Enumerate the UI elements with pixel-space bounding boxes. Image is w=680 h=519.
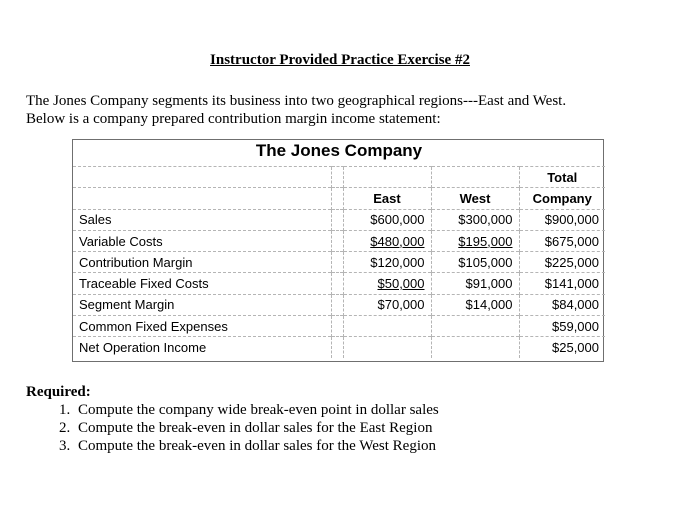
east-value: $70,000: [343, 294, 431, 315]
required-list: [26, 401, 646, 455]
row-label: Segment Margin: [73, 294, 331, 315]
row-label: Common Fixed Expenses: [73, 316, 331, 337]
header-row-1: [73, 167, 605, 188]
row-label: Variable Costs: [73, 230, 331, 251]
total-value: $84,000: [519, 294, 605, 315]
company-name: The Jones Company: [255, 141, 423, 160]
row-label: Sales: [73, 209, 331, 230]
west-value: $14,000: [431, 294, 519, 315]
row-label: Net Operation Income: [73, 337, 331, 358]
statement-table: [73, 166, 605, 358]
east-value: $120,000: [343, 252, 431, 273]
east-value: [343, 337, 431, 358]
east-value: $480,000: [370, 233, 425, 249]
header-total: Total: [519, 167, 605, 188]
header-company: Company: [519, 188, 605, 209]
table-row: [73, 294, 605, 315]
list-item: 3. Compute the break-even in dollar sales for the West Region: [74, 437, 646, 455]
total-value: $675,000: [519, 230, 605, 251]
header-west: West: [431, 188, 519, 209]
exercise-title: Instructor Provided Practice Exercise #2: [210, 52, 470, 68]
west-value: [431, 316, 519, 337]
table-row: [73, 316, 605, 337]
required-section: [26, 383, 646, 455]
row-label: Contribution Margin: [73, 252, 331, 273]
west-value: $105,000: [431, 252, 519, 273]
total-value: $59,000: [519, 316, 605, 337]
list-item: 1. Compute the company wide break-even point in dollar sales: [74, 401, 646, 419]
intro-paragraph: [26, 92, 666, 128]
intro-line-2: Below is a company prepared contribution margin income statement:: [26, 111, 441, 127]
table-row: [73, 337, 605, 358]
required-heading: Required:: [26, 384, 91, 400]
list-item: 2. Compute the break-even in dollar sales for the East Region: [74, 419, 646, 437]
table-row: [73, 252, 605, 273]
west-value: $195,000: [458, 233, 513, 249]
table-row: [73, 230, 605, 251]
east-value: $600,000: [343, 209, 431, 230]
west-value: [431, 337, 519, 358]
total-value: $141,000: [519, 273, 605, 294]
east-value: $50,000: [377, 276, 425, 292]
total-value: $225,000: [519, 252, 605, 273]
table-row: [73, 209, 605, 230]
intro-line-1: The Jones Company segments its business into two geographical regions---East and West.: [26, 93, 567, 109]
header-row-2: [73, 188, 605, 209]
total-value: $25,000: [519, 337, 605, 358]
west-value: $91,000: [431, 273, 519, 294]
header-east: East: [343, 188, 431, 209]
income-statement: [72, 139, 604, 362]
east-value: [343, 316, 431, 337]
west-value: $300,000: [431, 209, 519, 230]
total-value: $900,000: [519, 209, 605, 230]
row-label: Traceable Fixed Costs: [73, 273, 331, 294]
table-row: [73, 273, 605, 294]
